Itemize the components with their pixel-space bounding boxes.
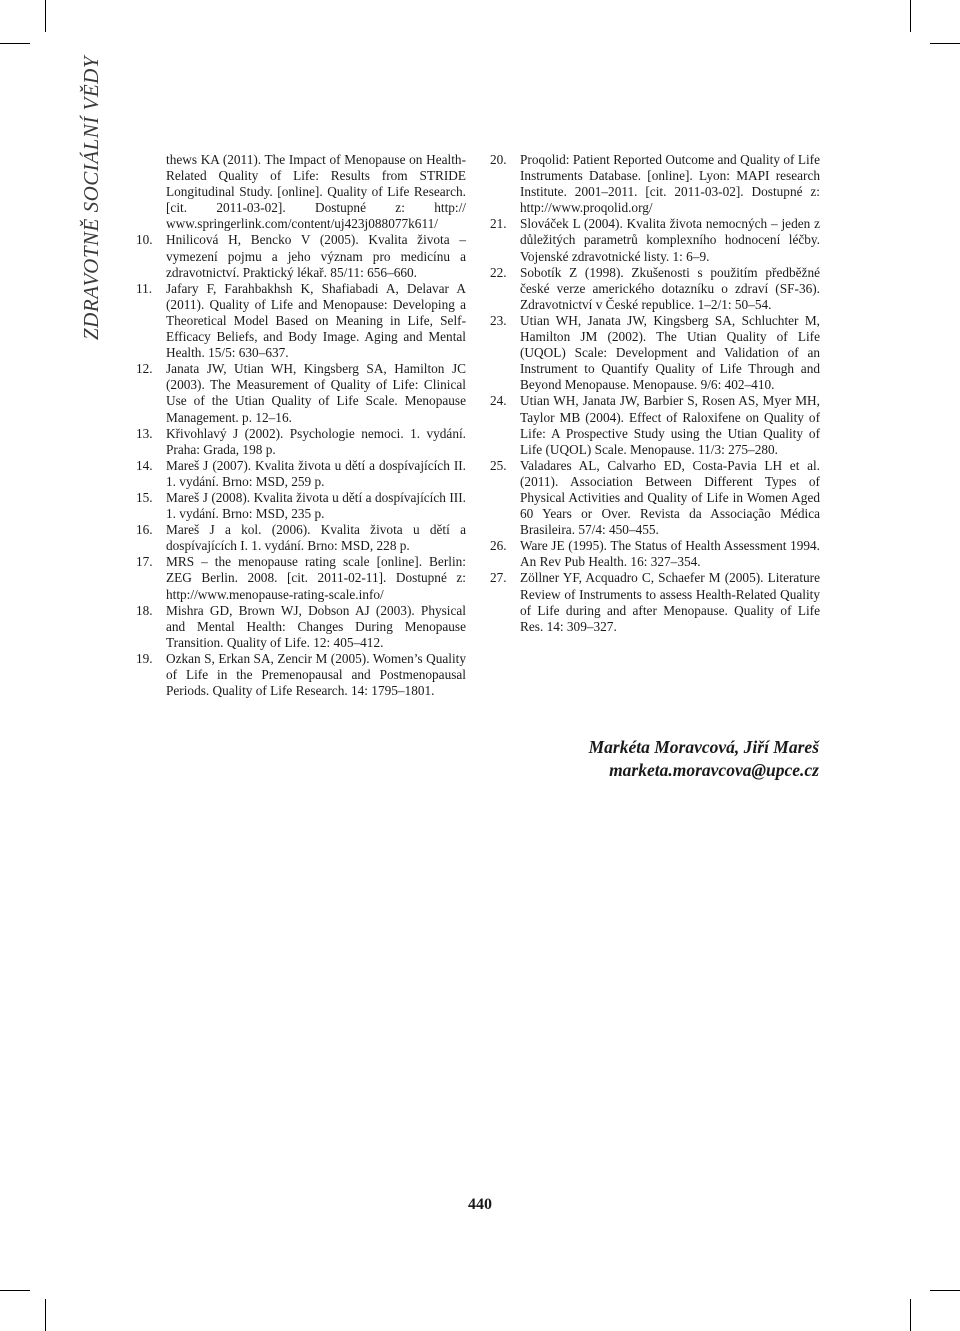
crop-mark-bottom-right	[910, 1299, 911, 1331]
reference-number: 17.	[136, 554, 153, 570]
reference-text: Zöllner YF, Acquadro C, Schaefer M (2005). Literature Review of Instruments to assess Health-Related Quality of Life during and after Menopause. Quality of Life Res. 14: 309–327.	[520, 570, 820, 634]
reference-text: Utian WH, Janata JW, Kingsberg SA, Schluchter M, Hamilton JM (2002). The Utian Quality of Life (UQOL) Scale: Development and Validation of an Instrument to Quantify Quality of Life Through and Beyond Menopause. Menopause. 9/6: 402–410.	[520, 312, 820, 393]
reference-item	[490, 216, 820, 264]
journal-side-title: ZDRAVOTNĚ SOCIÁLNÍ VĚDY	[79, 55, 103, 340]
left-reference-list	[136, 232, 466, 699]
reference-number: 20.	[490, 152, 507, 167]
author-email[interactable]: marketa.moravcova@upce.cz	[609, 760, 819, 780]
reference-number: 14.	[136, 457, 153, 473]
reference-item	[490, 538, 820, 570]
reference-item	[136, 232, 466, 280]
reference-text: Mareš J (2007). Kvalita života u dětí a dospívajících II. 1. vydání. Brno: MSD, 259 p.	[166, 457, 466, 489]
reference-continuation: thews KA (2011). The Impact of Menopause on Health-Related Quality of Life: Results from STRIDE Longitudinal Study. [online]. Quality of Life Research. [cit. 2011-03-02]. Dostupné z: http:// www.springerlink.com/content/uj423j088077k611/	[166, 152, 466, 232]
reference-item	[490, 570, 820, 634]
crop-mark-left-top	[0, 43, 30, 44]
reference-text: Mareš J a kol. (2006). Kvalita života u dětí a dospívajících I. 1. vydání. Brno: MSD, 228 p.	[166, 522, 466, 554]
reference-number: 16.	[136, 522, 153, 538]
crop-mark-right-bottom	[930, 1290, 960, 1291]
reference-text: Mishra GD, Brown WJ, Dobson AJ (2003). Physical and Mental Health: Changes During Menopause Transition. Quality of Life. 12: 405–412.	[166, 602, 466, 650]
reference-number: 12.	[136, 361, 153, 377]
reference-number: 19.	[136, 650, 153, 666]
reference-number: 15.	[136, 489, 153, 505]
reference-number: 21.	[490, 216, 507, 232]
author-block	[589, 736, 819, 782]
reference-item	[490, 458, 820, 538]
reference-text: MRS – the menopause rating scale [online]. Berlin: ZEG Berlin. 2008. [cit. 2011-02-11]. Dostupné z: http://www.menopause-rating-scale.info/	[166, 554, 466, 602]
reference-text: Utian WH, Janata JW, Barbier S, Rosen AS, Myer MH, Taylor MB (2004). Effect of Raloxifene on Quality of Life: A Prospective Study using the Utian Quality of Life (UQOL) Scale. Menopause. 11/3: 275–280.	[520, 393, 820, 457]
reference-item	[490, 265, 820, 313]
left-reference-column	[136, 152, 466, 699]
reference-text: Valadares AL, Calvarho ED, Costa-Pavia LH et al. (2011). Association Between Different Types of Physical Activities and Quality of Life in Women Aged 60 Years or Over. Revista da Associação Médica Brasileira. 57/4: 450–455.	[520, 457, 820, 538]
crop-mark-right-top	[930, 43, 960, 44]
crop-mark-bottom-left	[45, 1299, 46, 1331]
reference-item	[136, 490, 466, 522]
reference-item	[136, 426, 466, 458]
reference-item	[136, 603, 466, 651]
reference-item	[490, 313, 820, 393]
reference-number: 13.	[136, 425, 153, 441]
reference-text: Křivohlavý J (2002). Psychologie nemoci. 1. vydání. Praha: Grada, 198 p.	[166, 425, 466, 457]
reference-text: Ware JE (1995). The Status of Health Assessment 1994. An Rev Pub Health. 16: 327–354.	[520, 538, 820, 570]
reference-item	[136, 458, 466, 490]
crop-mark-top-right	[910, 0, 911, 32]
reference-number: 27.	[490, 570, 507, 586]
reference-item	[136, 281, 466, 361]
right-reference-list	[490, 152, 820, 635]
reference-number: 25.	[490, 457, 507, 473]
author-names: Markéta Moravcová, Jiří Mareš	[588, 737, 819, 757]
reference-number: 11.	[136, 280, 153, 296]
crop-mark-left-bottom	[0, 1290, 30, 1291]
right-reference-column	[490, 152, 820, 635]
reference-text: Janata JW, Utian WH, Kingsberg SA, Hamilton JC (2003). The Measurement of Quality of Life: Clinical Use of the Utian Quality of Life Scale. Menopause Management. p. 12–16.	[166, 361, 466, 425]
reference-text: Sobotík Z (1998). Zkušenosti s použitím předběžné české verze amerického dotazníku o zdraví (SF-36). Zdravotnictví v České republice. 1–2/1: 50–54.	[520, 264, 820, 312]
reference-item	[136, 522, 466, 554]
reference-number: 18.	[136, 602, 153, 618]
reference-text: Proqolid: Patient Reported Outcome and Quality of Life Instruments Database. [online]. Lyon: MAPI research Institute. 2001–2011. [cit. 2011-03-02]. Dostupné z: http://www.proqolid.org/	[520, 152, 820, 216]
reference-text: Mareš J (2008). Kvalita života u dětí a dospívajících III. 1. vydání. Brno: MSD, 235 p.	[166, 489, 466, 522]
reference-item	[136, 651, 466, 699]
reference-number: 24.	[490, 393, 507, 409]
reference-number: 22.	[490, 264, 507, 280]
page-number: 440	[468, 1196, 492, 1213]
reference-item	[490, 152, 820, 216]
reference-number: 23.	[490, 312, 507, 328]
reference-item	[490, 393, 820, 457]
reference-text: Slováček L (2004). Kvalita života nemocných – jeden z důležitých parametrů komplexního hodnocení léčby. Vojenské zdravotnické listy. 1: 6–9.	[520, 216, 820, 264]
reference-item	[136, 554, 466, 602]
reference-number: 26.	[490, 538, 507, 554]
reference-text: Ozkan S, Erkan SA, Zencir M (2005). Women’s Quality of Life in the Premenopausal and Postmenopausal Periods. Quality of Life Research. 14: 1795–1801.	[166, 650, 466, 699]
reference-item	[136, 361, 466, 425]
reference-text: Jafary F, Farahbakhsh K, Shafiabadi A, Delavar A (2011). Quality of Life and Menopause: Developing a Theoretical Model Based on Meaning in Life, Self-Efficacy Beliefs, and Body Image. Aging and Mental Health. 15/5: 630–637.	[166, 280, 466, 361]
crop-mark-top-left	[45, 0, 46, 32]
reference-text: Hnilicová H, Bencko V (2005). Kvalita života – vymezení pojmu a jeho význam pro medicínu a zdravotnictví. Praktický lékař. 85/11: 656–660.	[166, 232, 466, 280]
reference-number: 10.	[136, 232, 153, 248]
